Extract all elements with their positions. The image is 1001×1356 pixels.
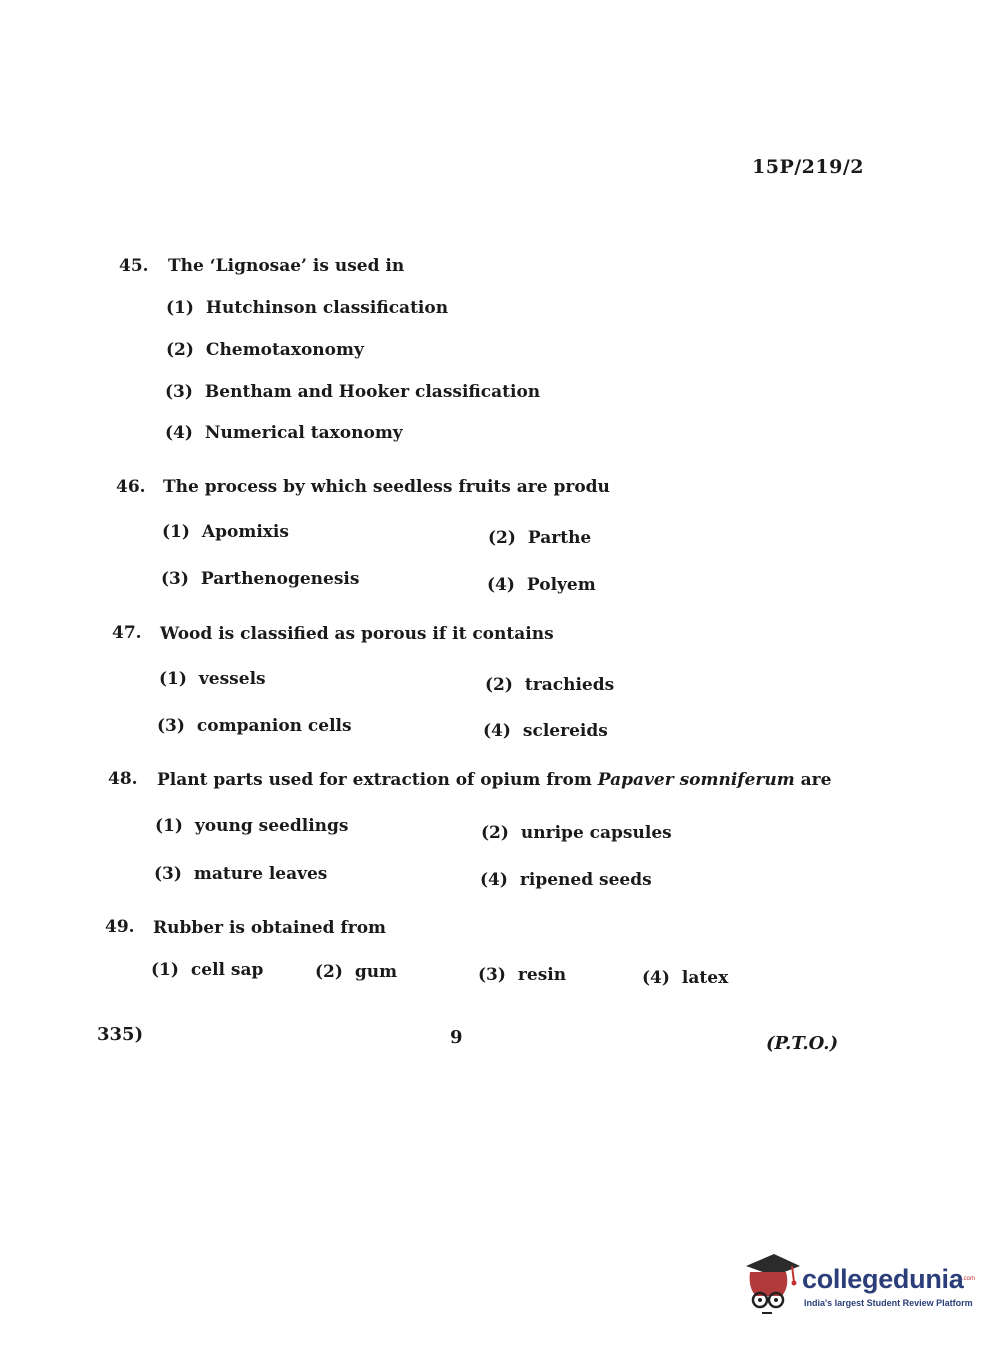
option-2: (2) Parthe [488, 528, 592, 548]
paper-code: 15P/219/2 [752, 156, 864, 178]
option-3: (3) Parthenogenesis [161, 569, 360, 589]
question-number: 48. [108, 769, 138, 789]
option-4: (4) Numerical taxonomy [165, 423, 403, 443]
question-number: 46. [116, 477, 146, 497]
option-4: (4) latex [642, 968, 729, 988]
collegedunia-watermark [742, 1250, 976, 1330]
option-4: (4) Polyem [487, 575, 596, 595]
option-2: (2) trachieds [485, 675, 615, 695]
footer-left-code: 335) [97, 1024, 144, 1045]
option-3: (3) resin [478, 965, 567, 985]
option-2: (2) gum [315, 962, 398, 982]
brand-name: collegedunia [802, 1264, 964, 1294]
option-3: (3) mature leaves [154, 864, 328, 884]
option-3: (3) Bentham and Hooker classification [165, 382, 541, 402]
option-1: (1) young seedlings [155, 816, 349, 836]
option-3: (3) companion cells [157, 716, 352, 736]
question-text: The ‘Lignosae’ is used in [168, 256, 405, 276]
mascot-icon [742, 1252, 800, 1316]
question-number: 49. [105, 917, 135, 937]
question-number: 45. [119, 256, 149, 276]
option-1: (1) Hutchinson classification [166, 298, 449, 318]
question-text: Wood is classified as porous if it contains [160, 624, 554, 644]
option-1: (1) cell sap [151, 960, 264, 980]
brand-tagline: India's largest Student Review Platform [804, 1298, 973, 1308]
option-4: (4) sclereids [483, 721, 608, 741]
option-4: (4) ripened seeds [480, 870, 652, 890]
brand-domain: .com [962, 1276, 976, 1282]
pto-label: (P.T.O.) [766, 1033, 839, 1054]
question-text: Rubber is obtained from [153, 918, 387, 938]
option-1: (1) vessels [159, 669, 266, 689]
option-1: (1) Apomixis [162, 522, 289, 542]
question-text: Plant parts used for extraction of opium from Papaver somniferum are [157, 770, 832, 790]
species-name: Papaver somniferum [597, 770, 795, 790]
question-text: The process by which seedless fruits are produ [163, 477, 610, 497]
page-number: 9 [450, 1027, 463, 1048]
option-2: (2) Chemotaxonomy [166, 340, 364, 360]
question-text-clip [163, 477, 610, 497]
question-number: 47. [112, 623, 142, 643]
option-2: (2) unripe capsules [481, 823, 672, 843]
